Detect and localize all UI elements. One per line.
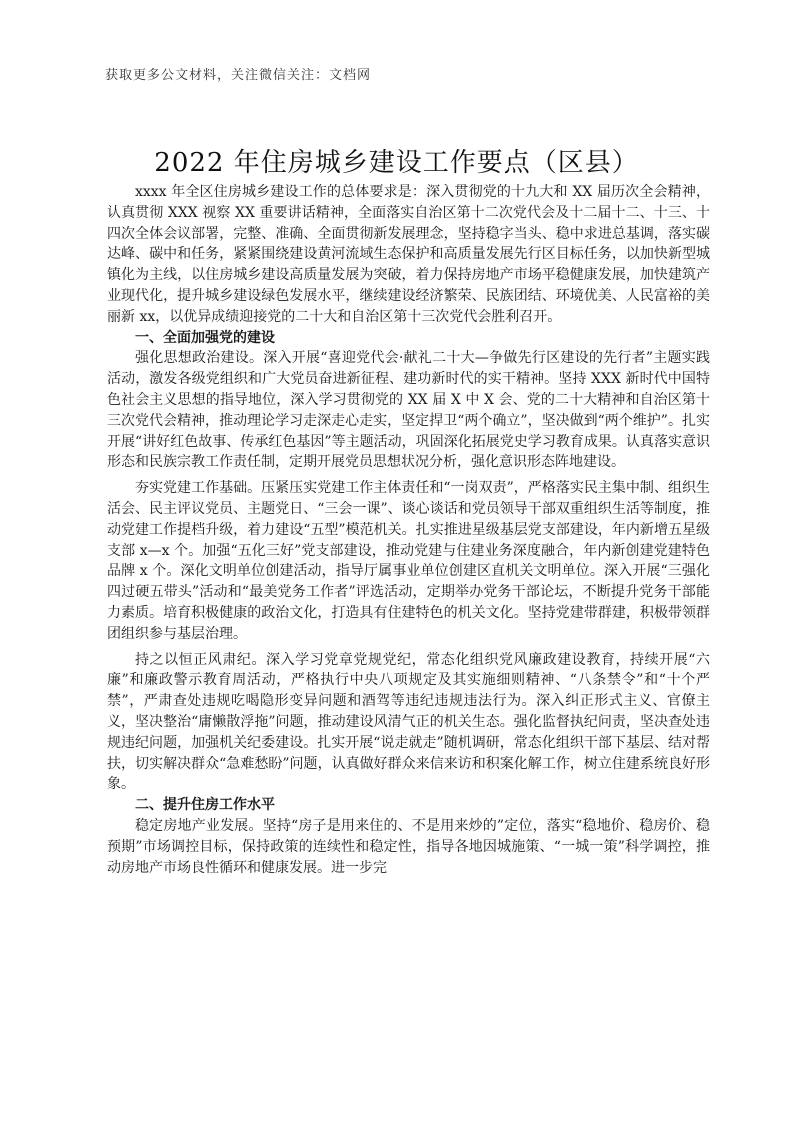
document-body xyxy=(107,182,710,878)
section1-paragraph-3: 持之以恒正风肃纪。深入学习党章党规党纪，常态化组织党风廉政建设教育，持续开展“六廉”和廉政警示教育周活动，严格执行中央八项规定及其实施细则精神、“八条禁令”和“十个严禁”，严肃查处违规吃喝隐形变异问题和酒驾等违纪违规违法行为。深入纠正形式主义、官僚主义，坚决整治“庸懒散浮拖”问题，推动建设风清气正的机关生态。强化监督执纪问责，坚决查处违规违纪问题，加强机关纪委建设。扎实开展“说走就走”随机调研，常态化组织干部下基层、结对帮扶，切实解决群众“急难愁盼”问题，认真做好群众来信来访和积案化解工作，树立住建系统良好形象。 xyxy=(107,651,710,793)
section-heading-1: 一、全面加强党的建设 xyxy=(135,329,275,346)
page-title: 2022 年住房城乡建设工作要点（区县） xyxy=(154,148,639,178)
header-note: 获取更多公文材料，关注微信关注：文档网 xyxy=(105,68,372,83)
section1-paragraph-2: 夯实党建工作基础。压紧压实党建工作主体责任和“一岗双责”，严格落实民主集中制、组织生活会、民主评议党员、主题党日、“三会一课”、谈心谈话和党员领导干部双重组织生活等制度，推动党建工作提档升级，着力建设“五型”模范机关。扎实推进星级基层党支部建设，年内新增五星级支部 x—x 个。加强“五化三好”党支部建设，推动党建与住建业务深度融合，年内新创建党建特色品牌 x 个。深化文明单位创建活动，指导厅属事业单位创建区直机关文明单位。深入开展“三强化四过硬五带头”活动和“最美党务工作者”评选活动，定期举办党务干部论坛，不断提升党务干部能力素质。培育积极健康的政治文化，打造具有住建特色的机关文化。坚持党建带群建，积极带领群团组织参与基层治理。 xyxy=(107,480,710,642)
section1-paragraph-1: 强化思想政治建设。深入开展“喜迎党代会·献礼二十大—争做先行区建设的先行者”主题实践活动，激发各级党组织和广大党员奋进新征程、建功新时代的实干精神。坚持 XXX 新时代中国特色社会主义思想的指导地位，深入学习贯彻党的 XX 届 X 中 X 会、党的二十大精神和自治区第十三次党代会精神，推动理论学习走深走心走实，坚定捍卫“两个确立”，坚决做到“两个维护”。扎实开展“讲好红色故事、传承红色基因”等主题活动，巩固深化拓展党史学习教育成果。认真落实意识形态和民族宗教工作责任制，定期开展党员思想状况分析，强化意识形态阵地建设。 xyxy=(107,350,710,471)
section2-paragraph-1: 稳定房地产业发展。坚持“房子是用来住的、不是用来炒的”定位，落实“稳地价、稳房价、稳预期”市场调控目标，保持政策的连续性和稳定性，指导各地因城施策、“一城一策”科学调控，推动房地产市场良性循环和健康发展。进一步完 xyxy=(107,817,710,876)
section-heading-2: 二、提升住房工作水平 xyxy=(135,797,275,814)
intro-paragraph: xxxx 年全区住房城乡建设工作的总体要求是：深入贯彻党的十九大和 XX 届历次全会精神，认真贯彻 XXX 视察 XX 重要讲话精神，全面落实自治区第十二次党代会及十二届十二、十三、十四次全体会议部署，完整、准确、全面贯彻新发展理念，坚持稳字当头、稳中求进总基调，落实碳达峰、碳中和任务，紧紧围绕建设黄河流域生态保护和高质量发展先行区目标任务，以加快新型城镇化为主线，以住房城乡建设高质量发展为突破，着力保持房地产市场平稳健康发展，加快建筑产业现代化，提升城乡建设绿色发展水平，继续建设经济繁荣、民族团结、环境优美、人民富裕的美丽新 xx，以优异成绩迎接党的二十大和自治区第十三次党代会胜利召开。 xyxy=(107,184,710,325)
